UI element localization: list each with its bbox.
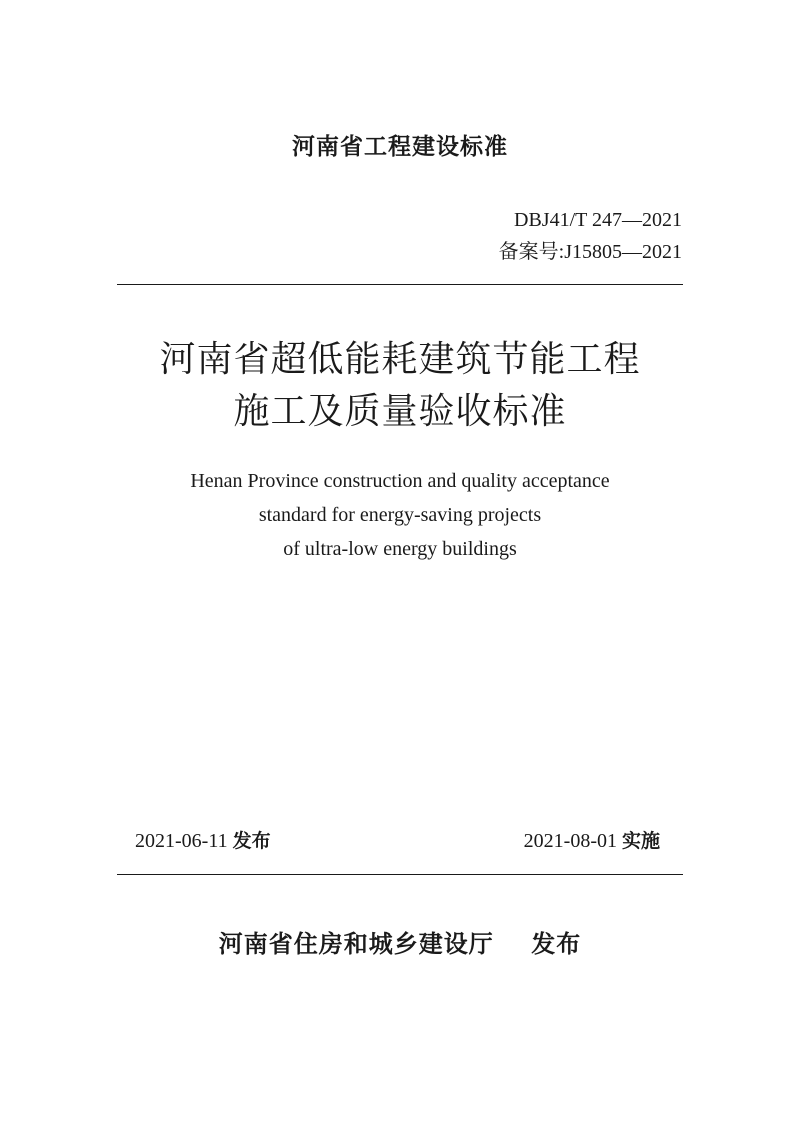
bottom-divider (117, 874, 683, 875)
publisher-name: 河南省住房和城乡建设厅 (218, 930, 494, 958)
publisher-issue-label: 发布 (531, 930, 582, 958)
issue-date: 2021-06-11 (135, 830, 228, 852)
series-title: 河南省工程建设标准 (292, 134, 508, 160)
english-title-line-3: of ultra-low energy buildings (283, 538, 517, 560)
english-title (0, 464, 800, 566)
top-divider (117, 284, 683, 285)
chinese-title-line-2: 施工及质量验收标准 (233, 391, 567, 432)
issue-date-block (135, 826, 271, 853)
effective-date-label: 实施 (621, 830, 660, 852)
effective-date-block (524, 826, 660, 853)
chinese-title (0, 334, 800, 438)
english-title-line-1: Henan Province construction and quality acceptance (190, 470, 610, 492)
issue-date-label: 发布 (232, 830, 271, 852)
publisher-line (0, 924, 800, 959)
effective-date: 2021-08-01 (523, 830, 617, 852)
chinese-title-line-1: 河南省超低能耗建筑节能工程 (159, 339, 641, 380)
standard-codes (499, 204, 682, 268)
english-title-line-2: standard for energy-saving projects (258, 504, 542, 526)
record-number: 备案号:J15805—2021 (498, 241, 682, 263)
standard-number: DBJ41/T 247—2021 (514, 209, 682, 231)
